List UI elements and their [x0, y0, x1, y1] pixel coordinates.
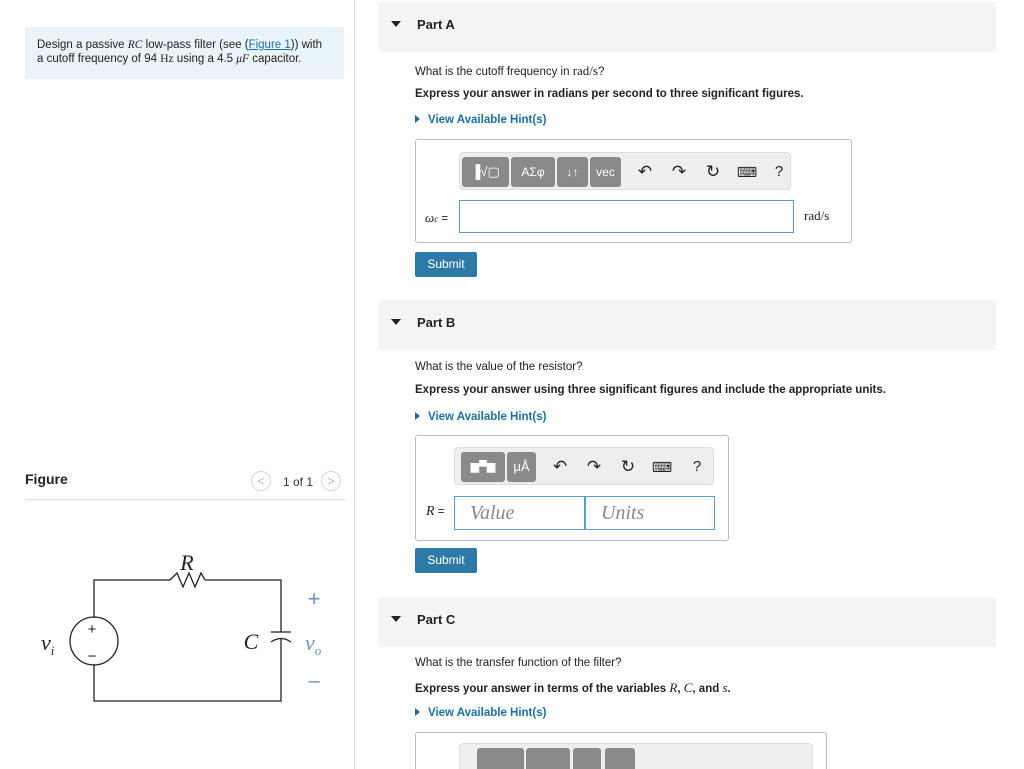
- var-s: s: [722, 680, 728, 695]
- subscript-superscript-button[interactable]: ↓↑: [557, 157, 588, 187]
- cutoff-frequency-input[interactable]: [459, 200, 794, 233]
- part-a-answer-box: [415, 139, 852, 243]
- subscript-superscript-button[interactable]: [573, 748, 601, 769]
- part-a-hint-link[interactable]: [415, 114, 546, 126]
- greek-symbols-button[interactable]: [526, 748, 570, 769]
- var-c: C: [683, 680, 693, 695]
- undo-icon[interactable]: ↶: [637, 162, 653, 181]
- hint-label: View Available Hint(s): [428, 707, 547, 719]
- part-b-instruction: Express your answer using three significant figures and include the appropriate units.: [415, 384, 886, 396]
- rc-circuit-diagram: [25, 540, 345, 710]
- part-c-instruction: [415, 680, 731, 696]
- problem-text: low-pass filter (see (: [142, 39, 249, 51]
- part-b-question: What is the value of the resistor?: [415, 361, 583, 373]
- collapse-caret-icon[interactable]: [391, 21, 401, 27]
- part-c-question: What is the transfer function of the filter?: [415, 657, 622, 669]
- problem-text: )) with: [290, 39, 323, 51]
- wire-top-left: [94, 580, 170, 618]
- hint-label: View Available Hint(s): [428, 114, 547, 126]
- part-b-answer-box: [415, 435, 729, 541]
- problem-text: Design a passive: [37, 39, 128, 51]
- omega-c-label: ωc =: [425, 210, 449, 225]
- uf-unit: μF: [236, 53, 250, 65]
- part-c-answer-box: [415, 732, 827, 769]
- output-voltage-label: $v_o$: [305, 630, 322, 658]
- templates-button[interactable]: [477, 748, 524, 769]
- templates-button[interactable]: ▐√▢: [462, 157, 509, 187]
- templates-button[interactable]: ▆▀▆: [461, 452, 505, 482]
- wire-top-right: [205, 580, 281, 632]
- part-a-question: [415, 63, 604, 79]
- resistor-symbol: [170, 573, 205, 587]
- figure-title: Figure: [25, 471, 68, 487]
- caret-right-icon: [415, 708, 420, 716]
- collapse-caret-icon[interactable]: [391, 319, 401, 325]
- help-button[interactable]: ?: [774, 163, 784, 180]
- part-c-header[interactable]: [379, 597, 996, 647]
- problem-text: using a 4.5: [173, 53, 237, 65]
- instruction-text: .: [727, 683, 731, 695]
- caret-right-icon: [415, 115, 420, 123]
- problem-text: a cutoff frequency of 94: [37, 53, 161, 65]
- units-button[interactable]: μÅ: [507, 452, 536, 482]
- part-b-submit-button[interactable]: Submit: [415, 548, 477, 573]
- part-b-math-toolbar: [454, 447, 714, 485]
- output-minus: –: [308, 670, 320, 692]
- undo-icon[interactable]: ↶: [552, 457, 568, 476]
- var-r: R: [669, 680, 678, 695]
- part-c-hint-link[interactable]: [415, 707, 546, 719]
- reset-icon[interactable]: ↻: [620, 457, 636, 476]
- resistor-units-input[interactable]: Units: [585, 496, 715, 530]
- vector-button[interactable]: [605, 748, 635, 769]
- figure-pager: 1 of 1: [283, 475, 314, 489]
- part-b-hint-link[interactable]: [415, 411, 546, 423]
- figure-divider: [25, 499, 345, 500]
- greek-symbols-button[interactable]: ΑΣφ: [511, 157, 555, 187]
- next-figure-button[interactable]: >: [321, 471, 341, 491]
- problem-statement: [25, 27, 344, 79]
- panel-divider: [354, 0, 355, 769]
- collapse-caret-icon[interactable]: [391, 616, 401, 622]
- output-plus: +: [307, 586, 321, 611]
- part-a-instruction: Express your answer in radians per second to three significant figures.: [415, 88, 804, 100]
- help-button[interactable]: ?: [692, 458, 702, 475]
- part-a-header[interactable]: [379, 2, 996, 52]
- capacitor-label: C: [243, 629, 259, 654]
- question-text: ?: [597, 66, 605, 78]
- source-plus: +: [87, 621, 97, 638]
- hint-label: View Available Hint(s): [428, 411, 547, 423]
- part-a-submit-button[interactable]: Submit: [415, 252, 477, 277]
- part-c-math-toolbar: [459, 743, 813, 769]
- resistor-label: R: [180, 550, 194, 575]
- figure-link[interactable]: Figure 1: [248, 39, 291, 51]
- vector-button[interactable]: vec: [590, 157, 621, 187]
- instruction-text: , and: [692, 683, 723, 695]
- resistor-value-input[interactable]: Value: [454, 496, 585, 530]
- source-minus: −: [87, 648, 97, 665]
- reset-icon[interactable]: ↻: [705, 162, 721, 181]
- resistor-answer-label: R =: [426, 504, 445, 519]
- input-voltage-label: $v_i$: [41, 630, 55, 658]
- redo-icon[interactable]: ↷: [671, 162, 687, 181]
- hz-unit: Hz: [160, 53, 174, 65]
- caret-right-icon: [415, 412, 420, 420]
- part-b-header[interactable]: [379, 300, 996, 350]
- part-a-title: Part A: [417, 17, 455, 32]
- part-a-math-toolbar: [459, 152, 791, 190]
- keyboard-icon[interactable]: ⌨: [651, 459, 673, 475]
- redo-icon[interactable]: ↷: [586, 457, 602, 476]
- keyboard-icon[interactable]: ⌨: [736, 164, 758, 180]
- part-c-title: Part C: [417, 612, 456, 627]
- part-b-title: Part B: [417, 315, 456, 330]
- instruction-text: Express your answer in terms of the variables: [415, 683, 670, 695]
- problem-text: capacitor.: [249, 53, 302, 65]
- rc-symbol: RC: [127, 39, 143, 51]
- rad-per-second-unit: rad/s: [804, 208, 830, 223]
- prev-figure-button[interactable]: <: [251, 471, 271, 491]
- question-text: What is the cutoff frequency in: [415, 66, 573, 78]
- question-unit: rad/s: [572, 63, 598, 78]
- instruction-text: ,: [677, 683, 684, 695]
